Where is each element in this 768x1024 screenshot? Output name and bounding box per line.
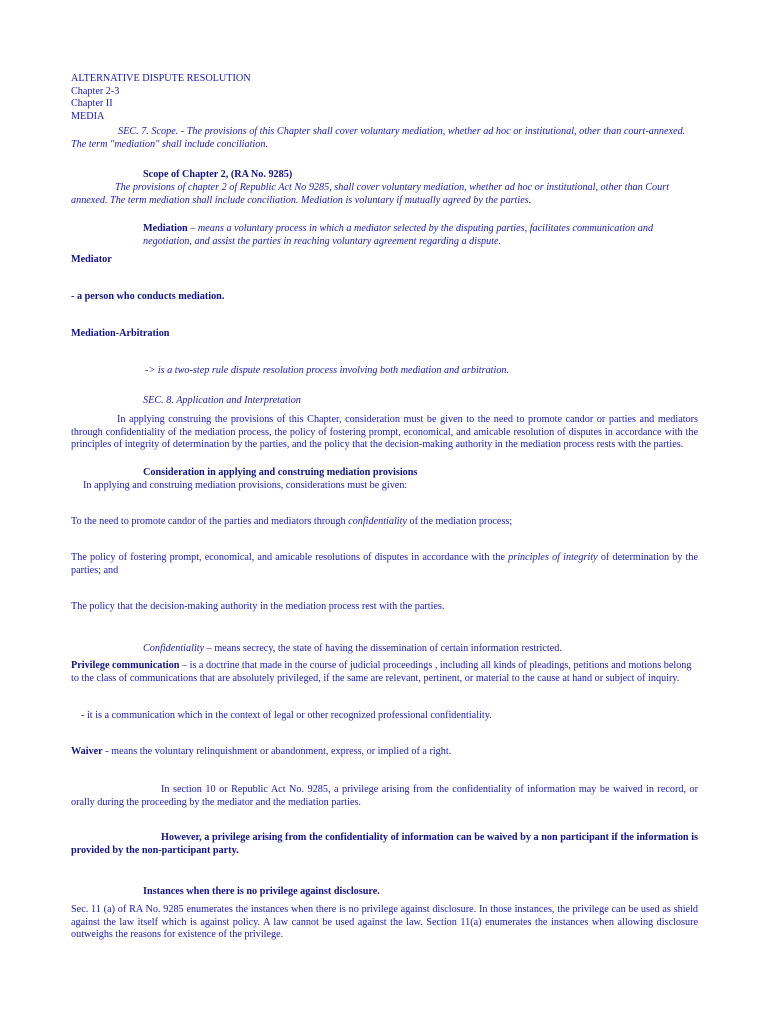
instances-heading: Instances when there is no privilege against disclosure. (143, 886, 380, 897)
confidentiality-text: – means secrecy, the state of having the dissemination of certain information restricted. (204, 643, 562, 654)
scope-paragraph: The provisions of chapter 2 of Republic Act No 9285, shall cover voluntary mediation, whether ad hoc or institutional, other than Court annexed. The term mediation shall include conciliation. Mediation is voluntary if mutually agreed by the parties. (71, 182, 670, 206)
waiver-definition (71, 746, 698, 759)
privilege-definition-2: - it is a communication which in the context of legal or other recognized professional confidentiality. (81, 710, 492, 721)
consideration-item-2: The policy of fostering prompt, economical, and amicable resolutions of disputes in accordance with the principles of integrity of determination by the parties; and (71, 552, 698, 576)
waiver-term: Waiver (71, 746, 103, 757)
chapter-name: MEDIA (71, 110, 105, 122)
integrity-emphasis: principles of integrity (508, 552, 598, 563)
sec8-heading: SEC. 8. Application and Interpretation (143, 395, 301, 406)
mediator-definition: - a person who conducts mediation. (71, 291, 225, 302)
sec10-paragraph: In section 10 or Republic Act No. 9285, a privilege arising from the confidentiality of information may be waived in record, or orally during the proceeding by the mediator and the mediation parties. (71, 784, 698, 808)
scope-heading: Scope of Chapter 2, (RA No. 9285) (143, 169, 293, 180)
consideration-item-1: To the need to promote candor of the parties and mediators through confidentiality of the mediation process; (71, 516, 513, 527)
mediation-term: Mediation (143, 223, 188, 234)
privilege-term: Privilege communication (71, 660, 180, 671)
consideration-heading: Consideration in applying and construing mediation provisions (143, 467, 418, 478)
document-header (71, 73, 698, 123)
consideration-item-3: The policy that the decision-making authority in the mediation process rest with the parties. (71, 601, 445, 612)
confidentiality-definition (143, 643, 698, 656)
confidentiality-emphasis: confidentiality (348, 516, 407, 527)
sec11-paragraph: Sec. 11 (a) of RA No. 9285 enumerates the instances when there is no privilege against disclosure. In those instances, the privilege can be used as shield against the law itself which is against policy. A law cannot be used against the law. Section 11(a) enumerates the instances when allowing disclosure outweighs the reasons for existence of the privilege. (71, 904, 698, 940)
document-title: ALTERNATIVE DISPUTE RESOLUTION (71, 73, 251, 84)
mediation-arbitration-definition: -> is a two-step rule dispute resolution process involving both mediation and arbitration. (145, 365, 510, 376)
confidentiality-term: Confidentiality (143, 643, 205, 654)
however-paragraph: However, a privilege arising from the confidentiality of information can be waived by a non participant if the information is provided by the non-participant party. (71, 832, 698, 856)
mediator-heading: Mediator (71, 254, 112, 265)
mediation-arbitration-heading: Mediation-Arbitration (71, 328, 170, 339)
privilege-text: – is a doctrine that made in the course of judicial proceedings , including all kinds of pleadings, petitions and motions belong to the class of communications that are absolutely privileged, if the same are relevant, pertinent, or material to the cause at hand or subject of inquiry. (71, 660, 692, 684)
chapter-number: Chapter II (71, 98, 113, 109)
sec8-paragraph: In applying construing the provisions of this Chapter, consideration must be given to the need to promote candor or parties and mediators through confidentiality of the mediation process, the policy of fostering prompt, economical, and amicable resolution of disputes in accordance with the principles of integrity of determination by the parties, and the policy that the decision-making authority in the mediation process rests with the parties. (71, 414, 698, 450)
waiver-text: - means the voluntary relinquishment or abandonment, express, or implied of a right. (102, 746, 452, 757)
mediation-text: – means a voluntary process in which a mediator selected by the disputing parties, facilitates communication and negotiation, and assist the parties in reaching voluntary agreement regarding a dispute. (143, 223, 654, 247)
privilege-definition (71, 660, 698, 685)
consideration-intro: In applying and construing mediation provisions, considerations must be given: (83, 480, 408, 491)
sec7-paragraph: SEC. 7. Scope. - The provisions of this Chapter shall cover voluntary mediation, whether ad hoc or institutional, other than court-annexed. The term "mediation" shall include conciliation. (71, 126, 686, 150)
mediation-definition (143, 223, 698, 248)
chapter-range: Chapter 2-3 (71, 85, 120, 97)
